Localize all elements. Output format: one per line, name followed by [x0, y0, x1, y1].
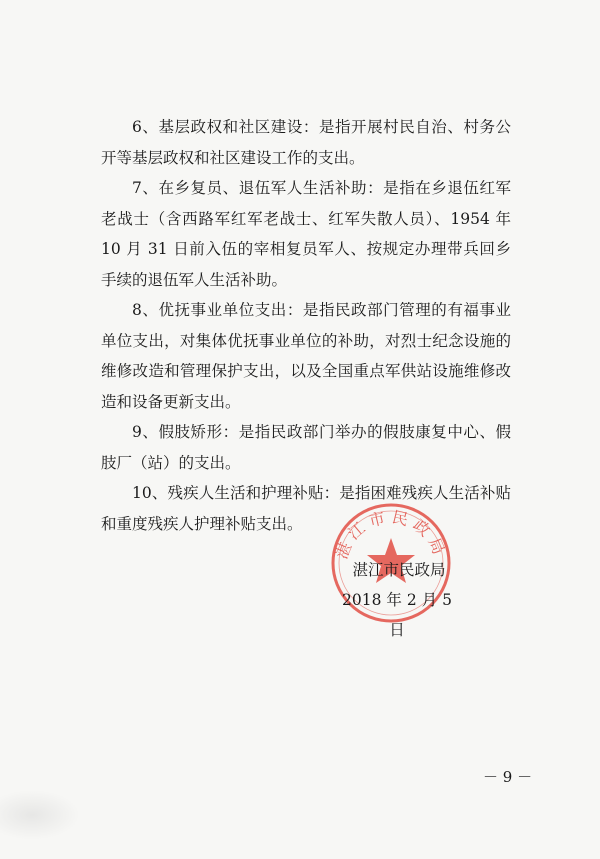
- paragraph-9: 9、假肢矫形：是指民政部门举办的假肢康复中心、假肢厂（站）的支出。: [101, 423, 511, 472]
- svg-text:湛江市民政局: 湛江市民政局: [331, 507, 451, 562]
- paragraph-7: 7、在乡复员、退伍军人生活补助：是指在乡退伍红军老战士（含西路军红军老战士、红军失散人员）、1954 年 10 月 31 日前入伍的宰相复员军人、按规定办理带兵回乡手续的退伍军人生活补助。: [101, 179, 511, 289]
- page-number: － 9 －: [483, 768, 533, 786]
- signature-block: [340, 555, 458, 645]
- paragraph-10: 10、残疾人生活和护理补贴：是指困难残疾人生活补贴和重度残疾人护理补贴支出。: [101, 484, 511, 533]
- paragraph-8: 8、优抚事业单位支出：是指民政部门管理的有福事业单位支出，对集体优抚事业单位的补助，对烈士纪念设施的维修改造和管理保护支出，以及全国重点军供站设施维修改造和设备更新支出。: [101, 301, 511, 411]
- paragraph-6: 6、基层政权和社区建设：是指开展村民自治、村务公开等基层政权和社区建设工作的支出。: [101, 118, 511, 167]
- signature-date: 2018 年 2 月 5 日: [342, 591, 452, 639]
- scan-smudge: [0, 790, 80, 840]
- signature-organization: 湛江市民政局: [352, 561, 446, 579]
- document-body: [101, 112, 511, 539]
